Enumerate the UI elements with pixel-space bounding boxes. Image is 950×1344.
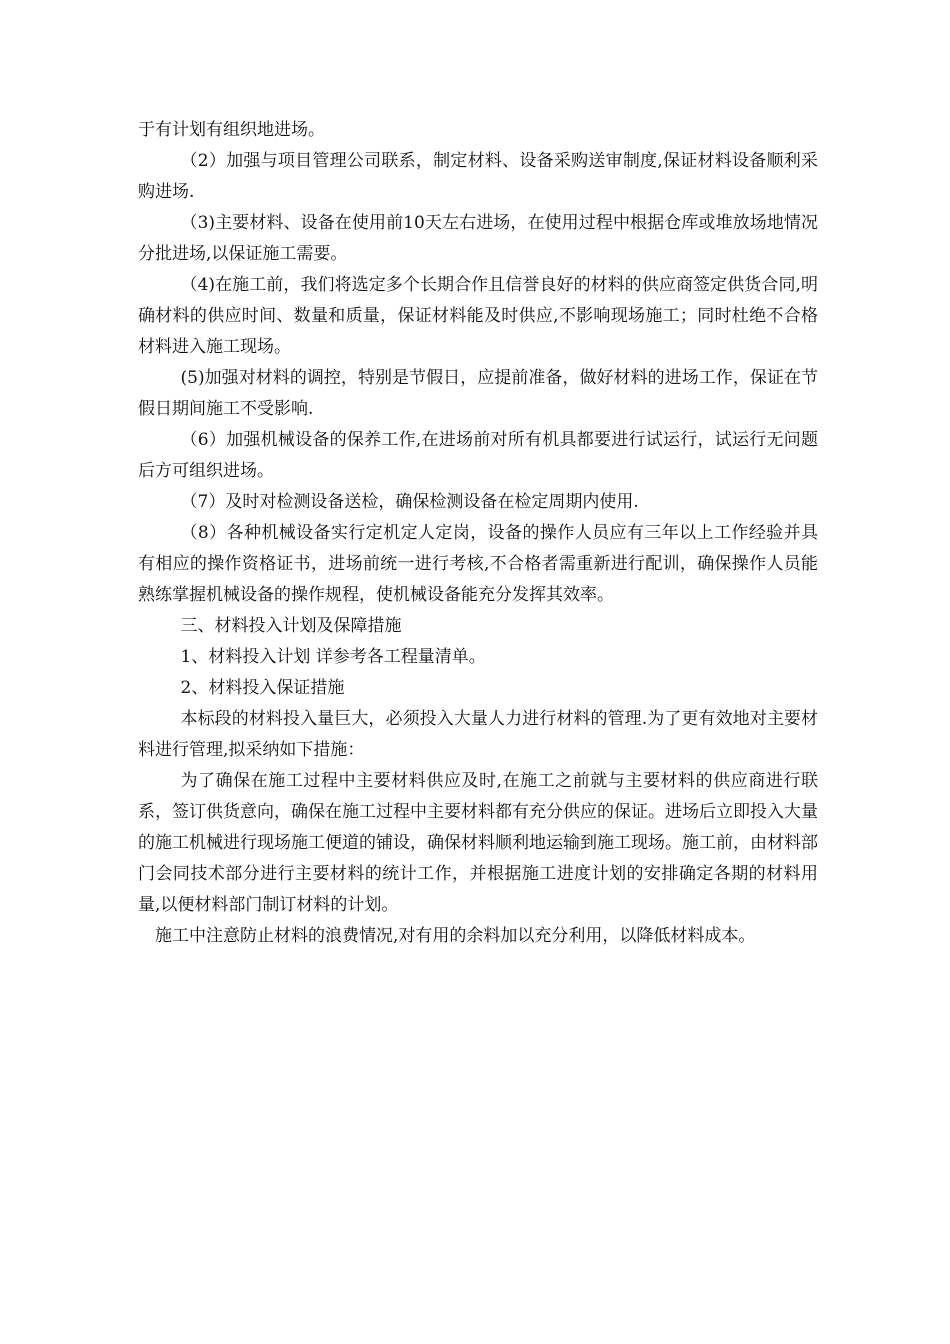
paragraph-measures: 为了确保在施工过程中主要材料供应及时,在施工之前就与主要材料的供应商进行联系，签订供货意向，确保在施工过程中主要材料都有充分供应的保证。进场后立即投入大量的施工机械进行现场施工便道的铺设，确保材料顺利地运输到施工现场。施工前，由材料部门会同技术部分进行主要材料的统计工作，并根据施工进度计划的安排确定各期的材料用量,以便材料部门制订材料的计划。	[138, 771, 818, 915]
paragraph-waste: 施工中注意防止材料的浪费情况,对有用的余料加以充分利用，以降低材料成本。	[155, 926, 756, 946]
paragraph-intro: 本标段的材料投入量巨大，必须投入大量人力进行材料的管理.为了更有效地对主要材料进行管理,拟采纳如下措施：	[138, 709, 818, 760]
paragraph-item-7: （7）及时对检测设备送检，确保检测设备在检定周期内使用.	[180, 492, 639, 512]
paragraph-continuation: 于有计划有组织地进场。	[138, 120, 325, 140]
section-heading-3: 三、材料投入计划及保障措施	[180, 616, 402, 636]
paragraph-item-5: (5)加强对材料的调控，特别是节假日，应提前准备，做好材料的进场工作，保证在节假日期间施工不受影响.	[138, 368, 818, 419]
paragraph-item-3: （3)主要材料、设备在使用前10天左右进场，在使用过程中根据仓库或堆放场地情况分批进场,以保证施工需要。	[138, 213, 818, 264]
paragraph-item-4: （4)在施工前，我们将选定多个长期合作且信誉良好的材料的供应商签定供货合同,明确材料的供应时间、数量和质量，保证材料能及时供应,不影响现场施工；同时杜绝不合格材料进入施工现场。	[138, 275, 818, 357]
document-body	[138, 115, 818, 952]
subheading-1: 1、材料投入计划 详参考各工程量清单。	[180, 647, 486, 667]
paragraph-item-8: （8）各种机械设备实行定机定人定岗，设备的操作人员应有三年以上工作经验并具有相应的操作资格证书，进场前统一进行考核,不合格者需重新进行配训，确保操作人员能熟练掌握机械设备的操作规程，使机械设备能充分发挥其效率。	[138, 523, 818, 605]
paragraph-item-6: （6）加强机械设备的保养工作,在进场前对所有机具都要进行试运行，试运行无问题后方可组织进场。	[138, 430, 818, 481]
paragraph-item-2: （2）加强与项目管理公司联系，制定材料、设备采购送审制度,保证材料设备顺利采购进场.	[138, 151, 818, 202]
subheading-2: 2、材料投入保证措施	[180, 678, 345, 698]
